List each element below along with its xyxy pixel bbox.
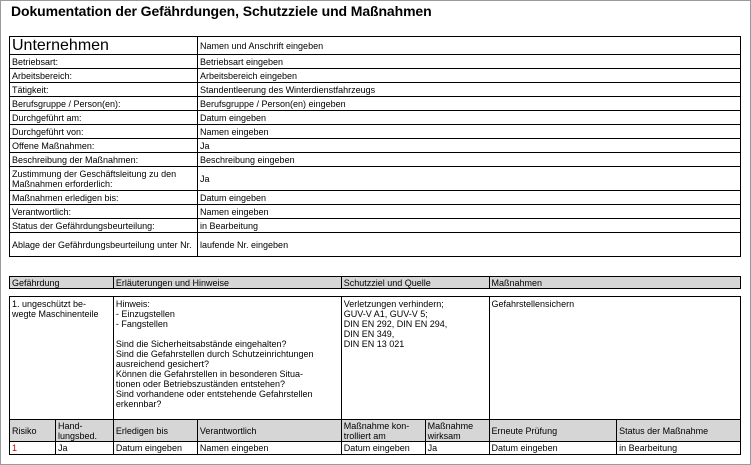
- info-row: [10, 139, 741, 153]
- hinweise-line: ausreichend gesichert?: [115, 359, 209, 369]
- info-value[interactable]: Arbeitsbereich eingeben: [198, 69, 741, 83]
- info-row: [10, 205, 741, 219]
- hinweise-line: Sind die Sicherheitsabstände eingehalten?: [115, 339, 287, 349]
- header-handlungsbed-line: lungsbed.: [57, 430, 97, 441]
- info-value[interactable]: Ja: [198, 139, 741, 153]
- hinweise-line: - Fangstellen: [115, 319, 168, 329]
- info-row: [10, 69, 741, 83]
- info-label: Durchgeführt von:: [10, 125, 198, 139]
- company-label: Unternehmen: [10, 37, 198, 55]
- info-label: Arbeitsbereich:: [10, 69, 198, 83]
- header-erledigen-bis: Erledigen bis: [113, 420, 197, 442]
- header-handlungsbed-line: Hand-: [57, 420, 83, 431]
- header-gefaehrdung: Gefährdung: [10, 277, 114, 289]
- verantwortlich-value[interactable]: Namen eingeben: [197, 442, 341, 455]
- header-risiko: Risiko: [10, 420, 56, 442]
- info-label: Offene Maßnahmen:: [10, 139, 198, 153]
- info-row: [10, 125, 741, 139]
- header-kontrolliert-line: Maßnahme kon-: [343, 420, 410, 431]
- info-row: [10, 167, 741, 191]
- spacer-row: [10, 289, 741, 297]
- info-label: Durchgeführt am:: [10, 111, 198, 125]
- risiko-value[interactable]: 1: [10, 442, 56, 455]
- handlungsbed-value[interactable]: Ja: [55, 442, 113, 455]
- hinweise-line: Können die Gefahrstellen in besonderen Situa-: [115, 369, 304, 379]
- header-status: Status der Maßnahme: [617, 420, 741, 442]
- header-kontrolliert-line: trolliert am: [343, 430, 386, 441]
- gefaehrdung-cell[interactable]: [10, 297, 114, 420]
- header-verantwortlich: Verantwortlich: [197, 420, 341, 442]
- gefaehrdung-line: wegte Maschinenteile: [12, 309, 99, 319]
- header-massnahmen: Maßnahmen: [489, 277, 740, 289]
- info-label: Betriebsart:: [10, 55, 198, 69]
- hinweise-line: Sind die Gefahrstellen durch Schutzeinrichtungen: [115, 349, 314, 359]
- info-label: Status der Gefährdungsbeurteilung:: [10, 219, 198, 233]
- hinweise-line: tionen oder Betriebszuständen entstehen?: [115, 379, 286, 389]
- info-value[interactable]: Namen eingeben: [198, 125, 741, 139]
- status-value[interactable]: in Bearbeitung: [617, 442, 741, 455]
- info-value[interactable]: Berufsgruppe / Person(en) eingeben: [198, 97, 741, 111]
- info-value[interactable]: Datum eingeben: [198, 111, 741, 125]
- header-wirksam-line: wirksam: [427, 430, 461, 441]
- schutzziel-line: DIN EN 292, DIN EN 294,: [343, 319, 448, 329]
- info-row: [10, 111, 741, 125]
- info-row: [10, 83, 741, 97]
- company-row: [10, 37, 741, 55]
- info-value[interactable]: Namen eingeben: [198, 205, 741, 219]
- info-label: Tätigkeit:: [10, 83, 198, 97]
- status-header-row: [10, 420, 741, 442]
- erledigen-bis-value[interactable]: Datum eingeben: [113, 442, 197, 455]
- info-label: Zustimmung der Geschäftsleitung zu den Maßnahmen erforderlich:: [10, 167, 198, 191]
- info-row: [10, 191, 741, 205]
- schutzziel-line: DIN EN 13 021: [343, 339, 405, 349]
- info-row: [10, 55, 741, 69]
- erneute-pruefung-value[interactable]: Datum eingeben: [489, 442, 617, 455]
- hinweise-line: erkennbar?: [115, 399, 162, 409]
- company-info-table: [9, 36, 741, 257]
- status-value-row: [10, 442, 741, 455]
- info-value[interactable]: laufende Nr. eingeben: [198, 233, 741, 257]
- info-label: Maßnahmen erledigen bis:: [10, 191, 198, 205]
- gefaehrdung-line: 1. ungeschützt be-: [12, 299, 87, 309]
- info-label: Verantwortlich:: [10, 205, 198, 219]
- massnahmen-cell[interactable]: Gefahrstellensichern: [489, 297, 740, 420]
- info-label: Beschreibung der Maßnahmen:: [10, 153, 198, 167]
- header-wirksam-line: Maßnahme: [427, 420, 474, 431]
- document-title: Dokumentation der Gefährdungen, Schutzziele und Maßnahmen: [11, 3, 432, 19]
- header-handlungsbed: [55, 420, 113, 442]
- wirksam-value[interactable]: Ja: [425, 442, 489, 455]
- hazard-header-row: [10, 277, 741, 289]
- kontrolliert-am-value[interactable]: Datum eingeben: [341, 442, 425, 455]
- schutzziel-line: Verletzungen verhindern;: [343, 299, 444, 309]
- info-row: [10, 233, 741, 257]
- schutzziel-cell[interactable]: [341, 297, 489, 420]
- info-label: Berufsgruppe / Person(en):: [10, 97, 198, 111]
- schutzziel-line: DIN EN 349,: [343, 329, 395, 339]
- header-kontrolliert-am: [341, 420, 425, 442]
- info-value[interactable]: Standentleerung des Winterdienstfahrzeugs: [198, 83, 741, 97]
- header-erneute-pruefung: Erneute Prüfung: [489, 420, 617, 442]
- hinweise-line: [116, 329, 339, 339]
- company-value[interactable]: Namen und Anschrift eingeben: [198, 37, 741, 55]
- info-value[interactable]: Beschreibung eingeben: [198, 153, 741, 167]
- hazard-table: [9, 276, 741, 455]
- header-erlaeuterungen: Erläuterungen und Hinweise: [113, 277, 341, 289]
- hinweise-line: Sind vorhandene oder entstehende Gefahrstellen: [115, 389, 313, 399]
- header-schutzziel: Schutzziel und Quelle: [341, 277, 489, 289]
- hinweise-line: - Einzugstellen: [115, 309, 175, 319]
- info-value[interactable]: Betriebsart eingeben: [198, 55, 741, 69]
- info-row: [10, 219, 741, 233]
- info-row: [10, 97, 741, 111]
- schutzziel-line: GUV-V A1, GUV-V 5;: [343, 309, 428, 319]
- hinweise-line: Hinweis:: [115, 299, 150, 309]
- info-value[interactable]: in Bearbeitung: [198, 219, 741, 233]
- info-label: Ablage der Gefährdungsbeurteilung unter Nr.: [10, 233, 198, 257]
- hazard-row: [10, 297, 741, 420]
- info-row: [10, 153, 741, 167]
- hinweise-cell[interactable]: [113, 297, 341, 420]
- info-value[interactable]: Ja: [198, 167, 741, 191]
- info-value[interactable]: Datum eingeben: [198, 191, 741, 205]
- header-wirksam: [425, 420, 489, 442]
